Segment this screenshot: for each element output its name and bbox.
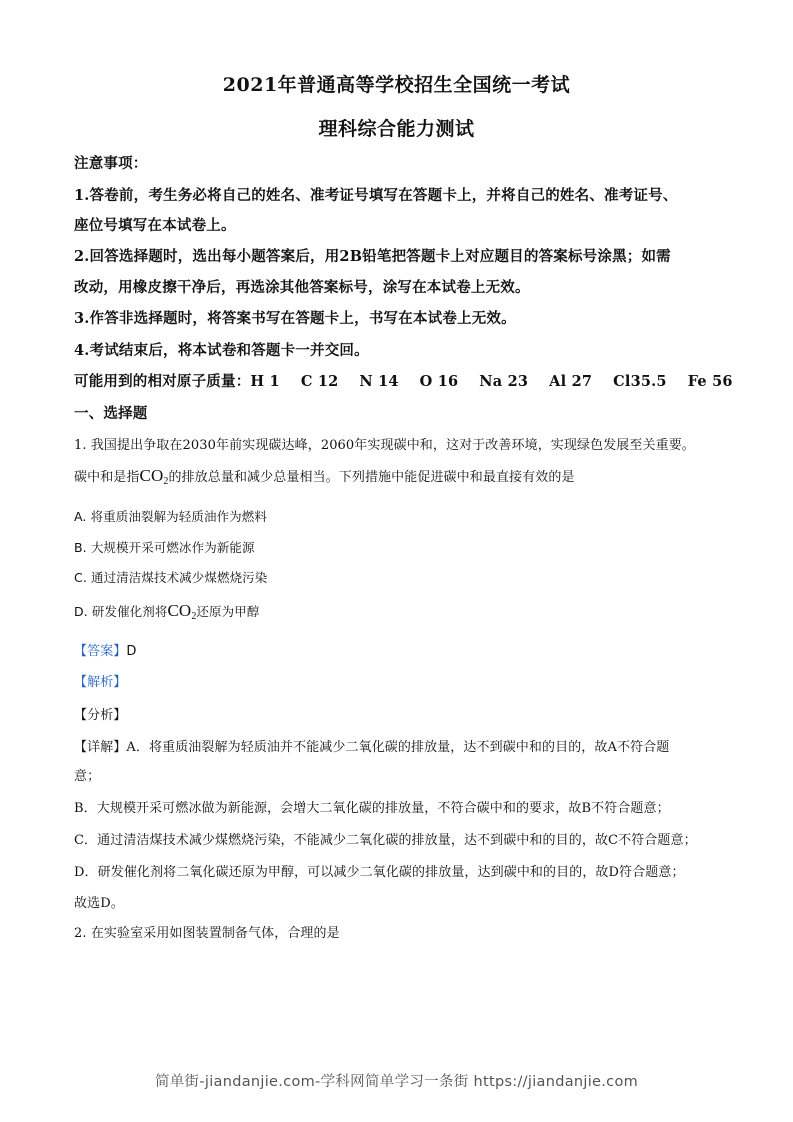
detail-a-line2: 意； [74,769,101,784]
q1-stem-pre: 碳中和是指 [74,470,140,485]
exam-title: 2021年普通高等学校招生全国统一考试 [222,74,571,96]
q1-option-b: B. 大规模开采可燃冰作为新能源 [74,540,255,555]
detail-b: B．大规模开采可燃冰做为新能源，会增大二氧化碳的排放量，不符合碳中和的要求，故B不符合题意； [74,801,670,816]
q1-stem-line2 [74,466,575,487]
q1-option-a: A. 将重质油裂解为轻质油作为燃料 [74,509,267,524]
conclusion: 故选D。 [74,896,124,911]
q1-stem-line1: 1. 我国提出争取在2030年前实现碳达峰，2060年实现碳中和，这对于改善环境，实现绿色发展至关重要。 [74,438,695,453]
notice-item-3: 3.作答非选择题时，将答案书写在答题卡上，书写在本试卷上无效。 [74,310,516,327]
analysis-label: 【解析】 [74,675,127,690]
q1-option-c: C. 通过清洁煤技术减少煤燃烧污染 [74,570,268,585]
detail-a-line1: 【详解】A．将重质油裂解为轻质油并不能减少二氧化碳的排放量，达不到碳中和的目的，故A不符合题 [74,740,670,755]
atomic-masses: 可能用到的相对原子质量：H 1 C 12 N 14 O 16 Na 23 Al 27 Cl35.5 Fe 56 [74,373,733,390]
exam-subtitle: 理科综合能力测试 [318,118,475,140]
notice-item-1a: 1.答卷前，考生务必将自己的姓名、准考证号填写在答题卡上，并将自己的姓名、准考证号、 [74,187,678,204]
q1-option-d [74,601,259,622]
co2-formula: $CO_2$ [139,466,169,487]
q1-stem-post: 的排放总量和减少总量相当。下列措施中能促进碳中和最直接有效的是 [168,470,575,485]
fenxi-label: 【分析】 [74,708,127,723]
co2-formula-d: $CO_2$ [167,601,197,622]
detail-d: D．研发催化剂将二氧化碳还原为甲醇，可以减少二氧化碳的排放量，达到碳中和的目的，故D符合题意； [74,865,685,880]
notice-item-2b: 改动，用橡皮擦干净后，再选涂其他答案标号，涂写在本试卷上无效。 [74,279,530,296]
notice-heading: 注意事项： [74,155,148,172]
detail-c: C．通过清洁煤技术减少煤燃烧污染，不能减少二氧化碳的排放量，达不到碳中和的目的，故C不符合题意； [74,833,697,848]
notice-item-2a: 2.回答选择题时，选出每小题答案后，用2B铅笔把答题卡上对应题目的答案标号涂黑；如需 [74,248,671,265]
section-heading: 一、选择题 [74,405,148,422]
q1-option-d-pre: D. 研发催化剂将 [74,604,168,619]
notice-item-1b: 座位号填写在本试卷上。 [74,217,236,234]
footer-watermark: 简单街-jiandanjie.com-学科网简单学习一条街 https://jiandanjie.com [154,1074,639,1090]
q1-option-d-post: 还原为甲醇 [196,604,260,619]
notice-item-4: 4.考试结束后，将本试卷和答题卡一并交回。 [74,342,369,359]
answer-label: 【答案】 [74,644,127,659]
q1-answer [74,640,137,659]
answer-value: D [126,644,137,659]
q2-stem: 2. 在实验室采用如图装置制备气体，合理的是 [74,926,340,941]
